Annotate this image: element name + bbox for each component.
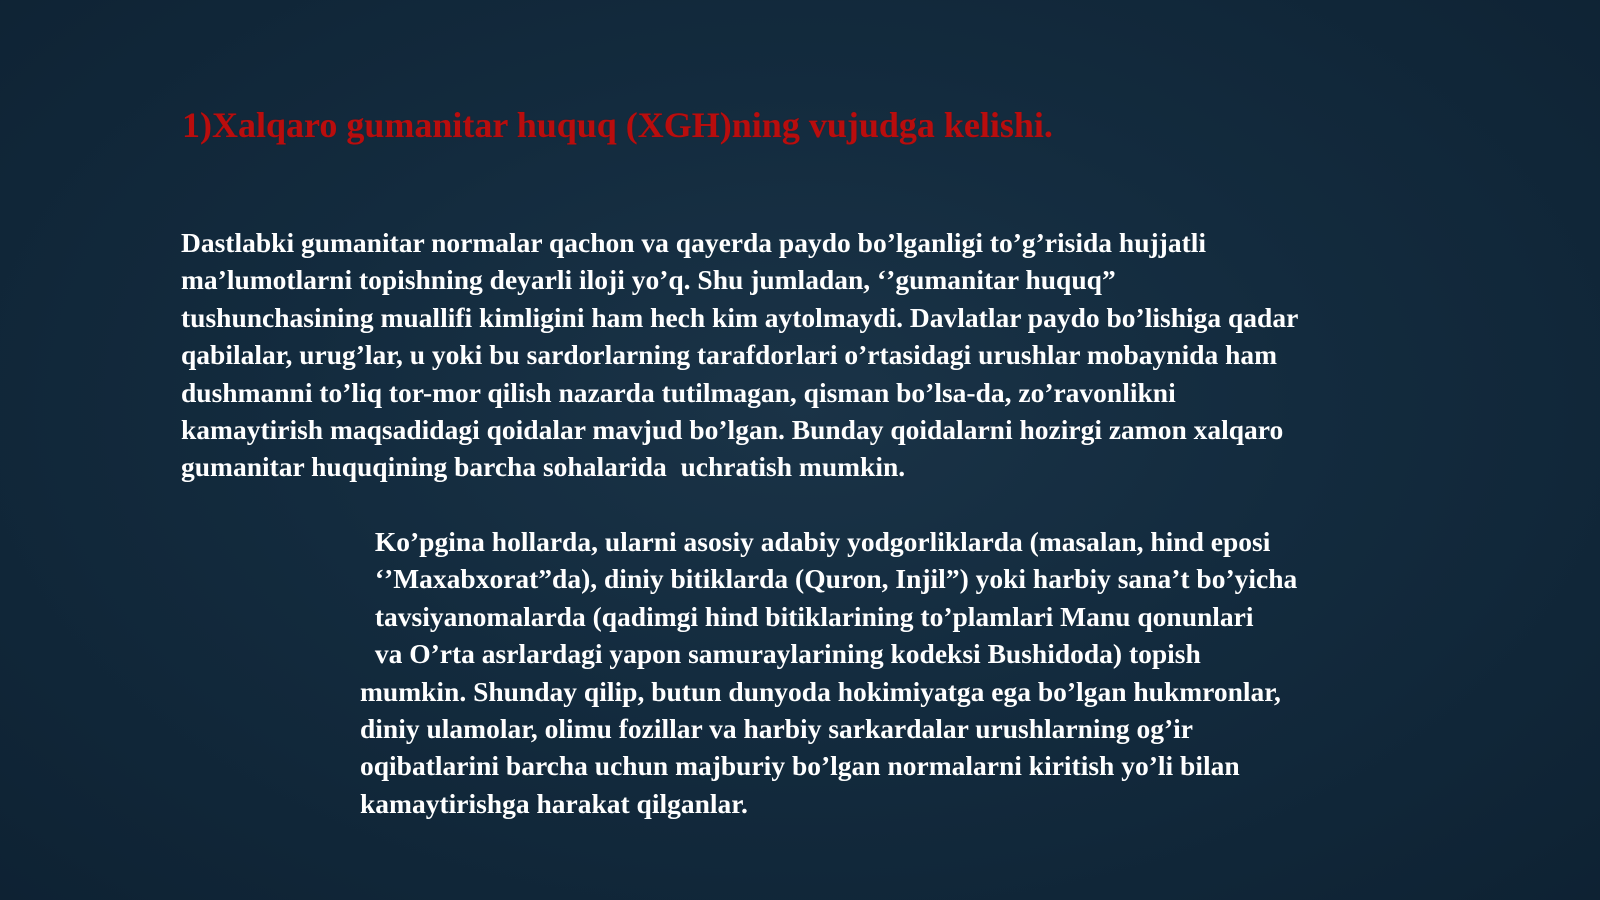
paragraph-2-line: tavsiyanomalarda (qadimgi hind bitiklarining to’plamlari Manu qonunlari	[368, 600, 1254, 632]
paragraph-2-line: kamaytirishga harakat qilganlar.	[360, 787, 748, 819]
paragraph-2-line: ‘’Maxabxorat”da), diniy bitiklarda (Quron, Injil”) yoki harbiy sana’t bo’yicha	[368, 563, 1298, 595]
paragraph-1-line: kamaytirish maqsadidagi qoidalar mavjud bo’lgan. Bunday qoidalarni hozirgi zamon xalqaro	[181, 414, 1284, 446]
paragraph-1-line: Dastlabki gumanitar normalar qachon va qayerda paydo bo’lganligi to’g’risida hujjatli	[181, 227, 1207, 258]
paragraph-2-line: oqibatlarini barcha uchun majburiy bo’lgan normalarni kiritish yo’li bilan	[360, 750, 1240, 782]
paragraph-1-line: ma’lumotlarni topishning deyarli iloji yo’q. Shu jumladan, ‘’gumanitar huquq”	[181, 264, 1116, 296]
paragraph-2-line: Ko’pgina hollarda, ularni asosiy adabiy yodgorliklarda (masalan, hind eposi	[368, 526, 1271, 557]
paragraph-1-line: dushmanni to’liq tor-mor qilish nazarda tutilmagan, qisman bo’lsa-da, zo’ravonlikni	[181, 376, 1176, 408]
paragraph-1-line: gumanitar huquqining barcha sohalarida uchratish mumkin.	[181, 451, 906, 483]
paragraph-1	[181, 224, 1298, 486]
paragraph-2-line: mumkin. Shunday qilip, butun dunyoda hokimiyatga ega bo’lgan hukmronlar,	[360, 675, 1281, 707]
paragraph-2	[360, 523, 1298, 822]
slide-title: 1)Xalqaro gumanitar huquq (XGH)ning vujudga kelishi.	[182, 105, 1053, 145]
paragraph-2-line: va O’rta asrlardagi yapon samuraylarining kodeksi Bushidoda) topish	[368, 638, 1201, 670]
paragraph-1-line: tushunchasining muallifi kimligini ham hech kim aytolmaydi. Davlatlar paydo bo’lishiga qadar	[181, 301, 1299, 333]
paragraph-2-line: diniy ulamolar, olimu fozillar va harbiy sarkardalar urushlarning og’ir	[360, 713, 1193, 745]
paragraph-1-line: qabilalar, urug’lar, u yoki bu sardorlarning tarafdorlari o’rtasidagi urushlar mobaynida ham	[181, 339, 1278, 371]
